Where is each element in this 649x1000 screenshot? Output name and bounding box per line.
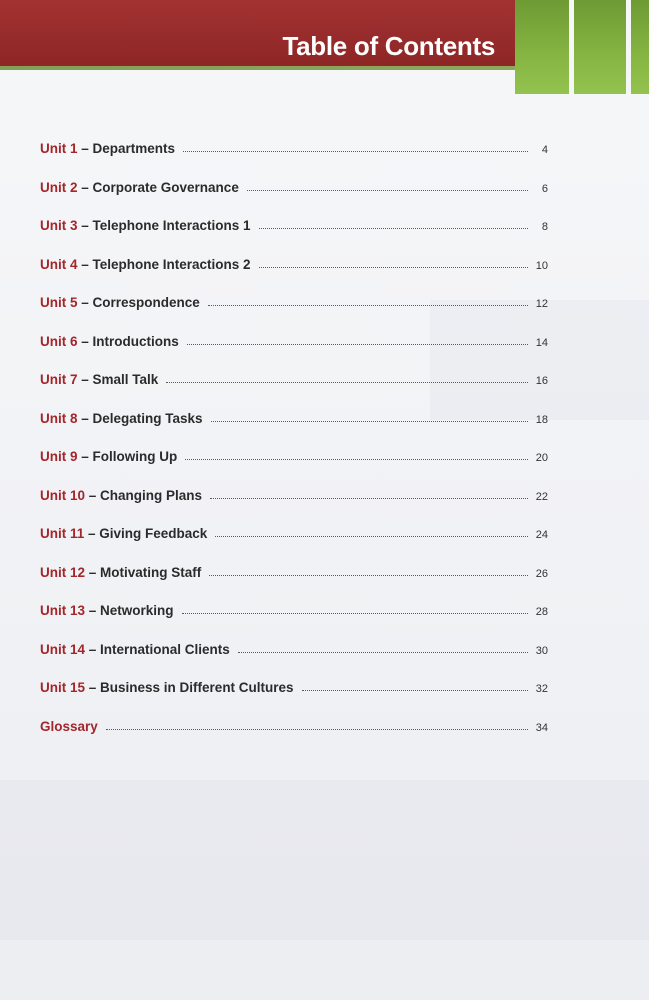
toc-entry-title: Business in Different Cultures — [100, 680, 294, 695]
header-green-stripe — [0, 66, 515, 70]
toc-separator: – — [77, 295, 93, 310]
toc-separator: – — [85, 641, 101, 657]
table-of-contents — [40, 141, 548, 757]
toc-unit-label: Unit 2 — [40, 179, 78, 195]
background-ghost — [0, 780, 649, 940]
toc-page-number: 14 — [535, 336, 548, 349]
toc-entry-title: Following Up — [92, 449, 178, 464]
toc-entry-title: Changing Plans — [100, 487, 203, 503]
toc-unit-label: Unit 5 — [40, 295, 78, 310]
toc-entry[interactable] — [40, 372, 548, 411]
toc-page-number: 30 — [535, 644, 548, 657]
toc-unit-label: Unit 3 — [40, 218, 78, 233]
toc-entry-title: Telephone Interactions 1 — [92, 218, 251, 233]
toc-dot-leader — [208, 305, 528, 306]
toc-dot-leader — [183, 151, 528, 152]
toc-entry-title: Telephone Interactions 2 — [92, 256, 251, 272]
toc-entry-title: International Clients — [100, 641, 230, 657]
header-green-block — [631, 0, 649, 94]
toc-entry-title: Small Talk — [92, 372, 159, 387]
toc-dot-leader — [238, 652, 528, 653]
toc-page-number: 26 — [535, 567, 548, 580]
toc-dot-leader — [185, 459, 528, 460]
toc-page-number: 20 — [535, 452, 548, 464]
toc-entry-title: Delegating Tasks — [92, 410, 203, 426]
toc-unit-label: Unit 14 — [40, 641, 86, 657]
toc-entry[interactable] — [40, 526, 548, 565]
toc-separator: – — [77, 218, 93, 233]
toc-separator: – — [85, 603, 101, 618]
page-title: Table of Contents — [282, 31, 495, 61]
toc-page-number: 18 — [535, 413, 548, 426]
toc-entry[interactable] — [40, 334, 548, 373]
toc-entry[interactable] — [40, 642, 548, 681]
toc-entry-title: Motivating Staff — [100, 564, 202, 580]
toc-entry[interactable] — [40, 680, 548, 719]
header-green-block — [515, 0, 569, 94]
toc-page-number: 10 — [535, 259, 548, 272]
toc-entry-title: Departments — [92, 141, 176, 156]
toc-separator: – — [85, 680, 101, 695]
toc-unit-label: Unit 13 — [40, 603, 86, 618]
toc-separator: – — [77, 372, 93, 387]
toc-dot-leader — [259, 267, 528, 268]
toc-entry-title: Introductions — [92, 333, 179, 349]
toc-separator: – — [85, 487, 101, 503]
toc-entry[interactable] — [40, 719, 548, 758]
toc-entry[interactable] — [40, 603, 548, 642]
toc-page-number: 28 — [535, 606, 548, 618]
toc-dot-leader — [166, 382, 528, 383]
toc-unit-label: Unit 6 — [40, 333, 78, 349]
toc-entry[interactable] — [40, 257, 548, 296]
toc-dot-leader — [187, 344, 528, 345]
toc-entry-title: Giving Feedback — [99, 526, 208, 541]
toc-separator: – — [85, 564, 101, 580]
toc-entry[interactable] — [40, 218, 548, 257]
toc-unit-label: Unit 7 — [40, 372, 78, 387]
toc-unit-label: Unit 1 — [40, 141, 78, 156]
toc-page-number: 8 — [541, 221, 548, 233]
toc-page-number: 24 — [535, 529, 548, 541]
toc-unit-label: Glossary — [40, 718, 98, 734]
toc-unit-label: Unit 11 — [40, 526, 85, 541]
toc-entry[interactable] — [40, 295, 548, 334]
toc-page-number: 32 — [535, 683, 548, 695]
toc-separator: – — [77, 141, 93, 156]
toc-dot-leader — [210, 498, 528, 499]
toc-unit-label: Unit 15 — [40, 680, 86, 695]
toc-separator: – — [84, 526, 100, 541]
toc-entry-title: Correspondence — [92, 295, 200, 310]
toc-unit-label: Unit 8 — [40, 410, 78, 426]
toc-page-number: 12 — [535, 298, 548, 310]
toc-entry[interactable] — [40, 411, 548, 450]
toc-separator: – — [77, 449, 93, 464]
header-green-block — [574, 0, 626, 94]
toc-separator: – — [77, 256, 93, 272]
toc-page-number: 34 — [535, 721, 548, 734]
toc-dot-leader — [209, 575, 528, 576]
toc-entry-title: Corporate Governance — [92, 179, 239, 195]
toc-unit-label: Unit 9 — [40, 449, 78, 464]
page-header — [0, 0, 649, 86]
toc-entry[interactable] — [40, 488, 548, 527]
toc-dot-leader — [211, 421, 528, 422]
toc-unit-label: Unit 12 — [40, 564, 86, 580]
toc-separator: – — [77, 410, 93, 426]
toc-entry[interactable] — [40, 449, 548, 488]
toc-separator: – — [77, 333, 93, 349]
toc-entry[interactable] — [40, 180, 548, 219]
toc-entry[interactable] — [40, 565, 548, 604]
toc-dot-leader — [247, 190, 528, 191]
toc-page-number: 22 — [535, 490, 548, 503]
toc-dot-leader — [302, 690, 528, 691]
toc-entry-title: Networking — [100, 603, 174, 618]
toc-page-number: 4 — [541, 144, 548, 156]
toc-page-number: 16 — [535, 375, 548, 387]
toc-dot-leader — [106, 729, 528, 730]
toc-dot-leader — [182, 613, 528, 614]
toc-entry[interactable] — [40, 141, 548, 180]
toc-unit-label: Unit 4 — [40, 256, 78, 272]
toc-page-number: 6 — [541, 182, 548, 195]
toc-dot-leader — [215, 536, 528, 537]
toc-unit-label: Unit 10 — [40, 487, 86, 503]
toc-separator: – — [77, 179, 93, 195]
toc-dot-leader — [259, 228, 528, 229]
